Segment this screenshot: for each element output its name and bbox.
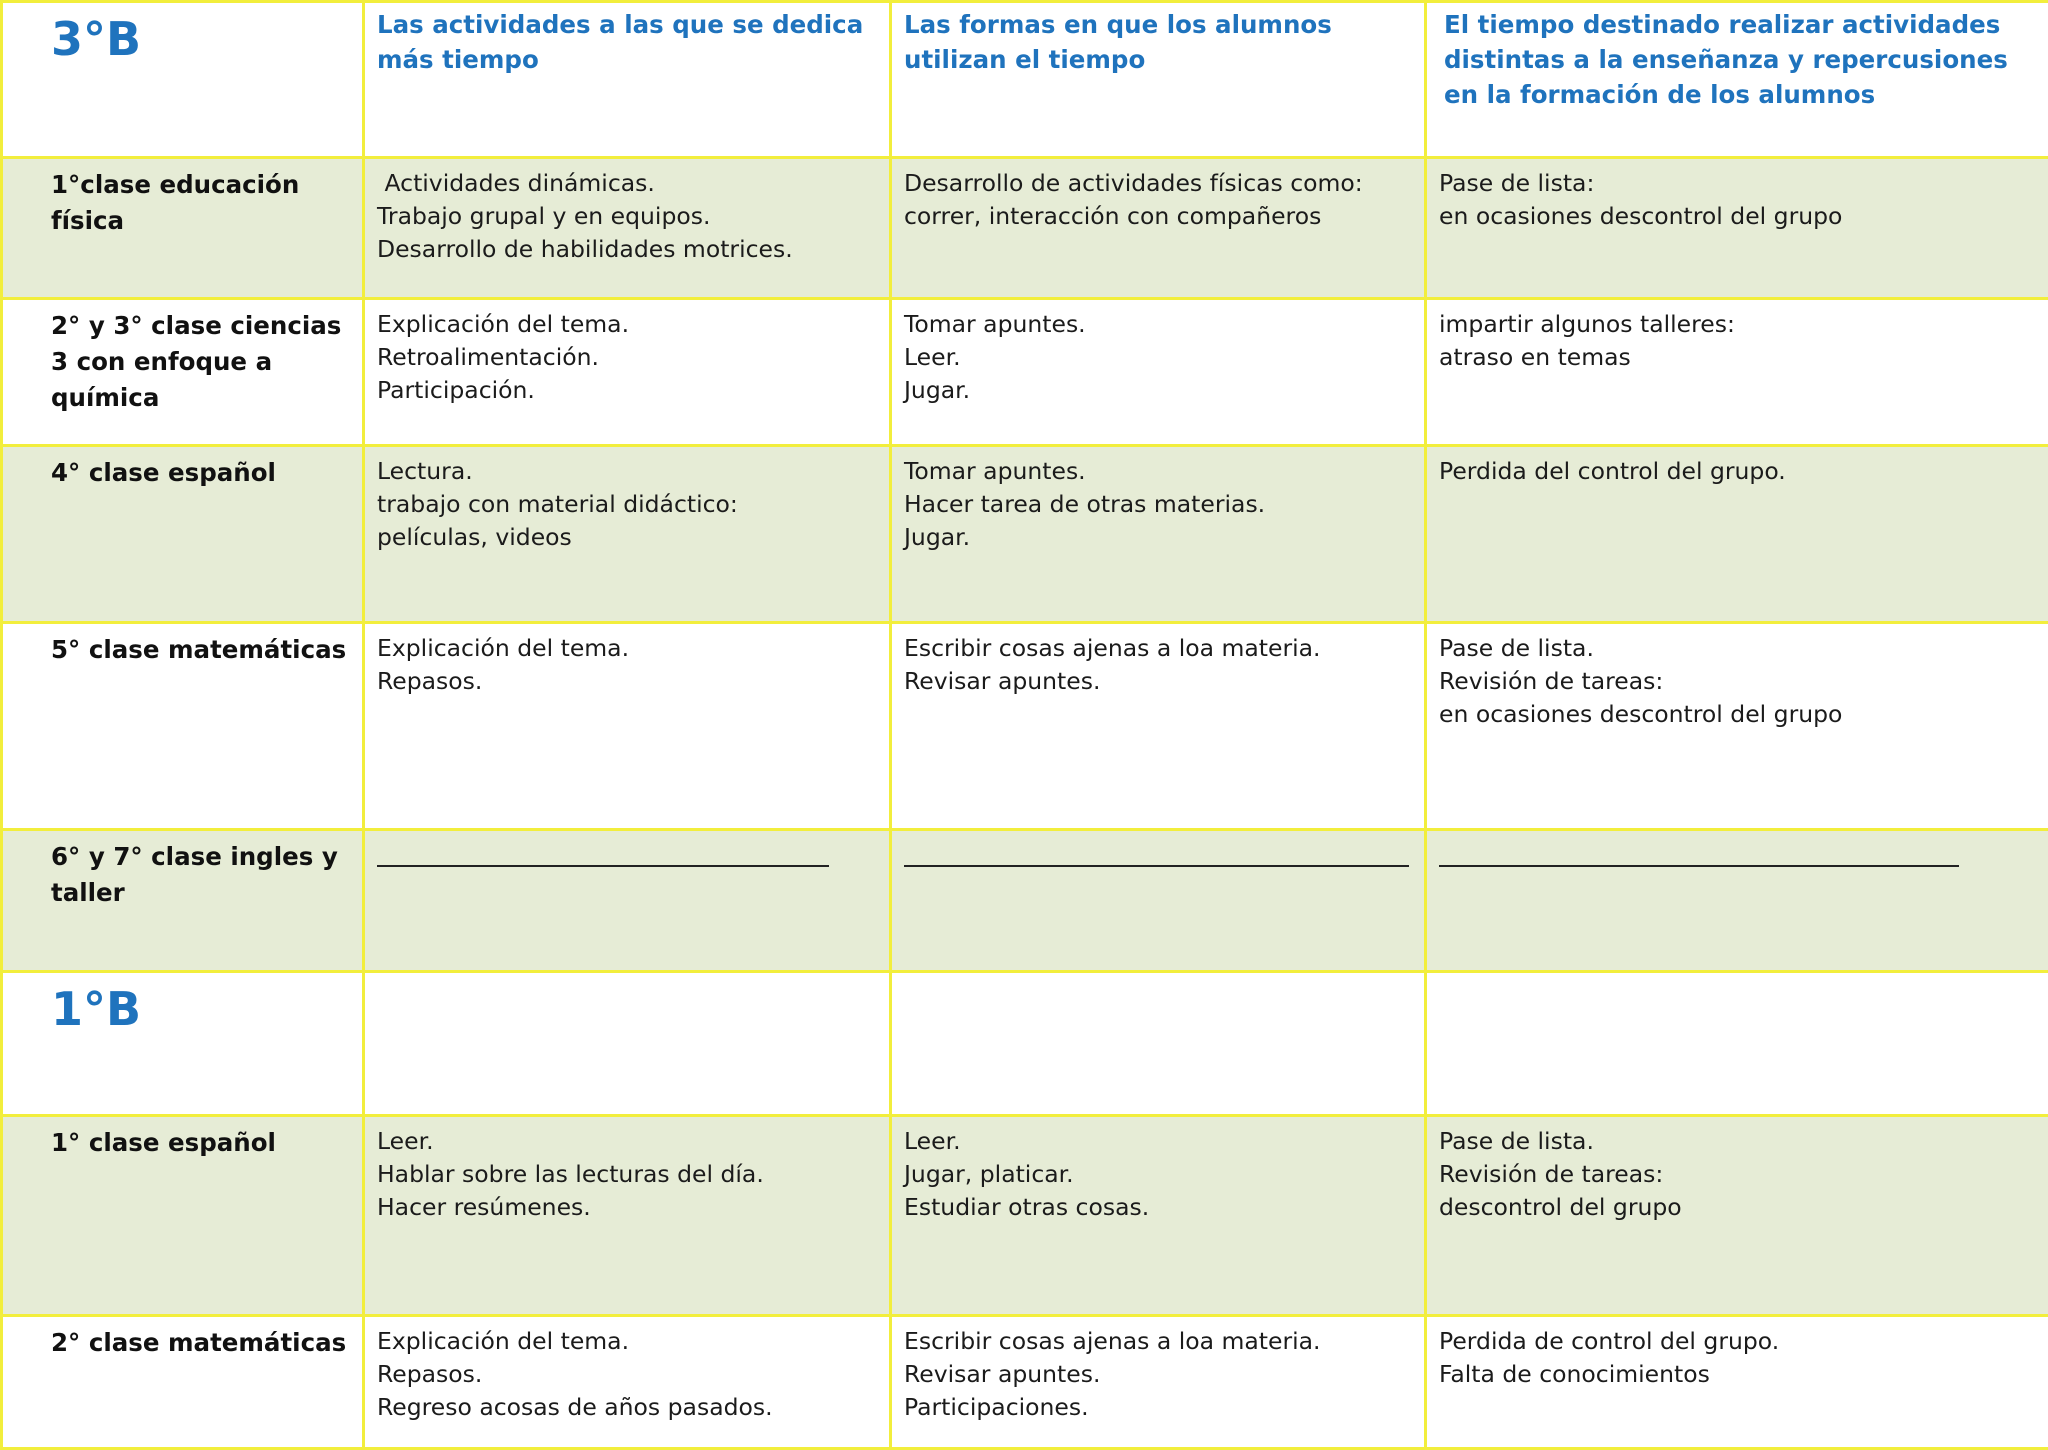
- cell-line: atraso en temas: [1439, 341, 2038, 374]
- cell-line: Pase de lista.: [1439, 1125, 2038, 1158]
- cell-line: Leer.: [904, 341, 1414, 374]
- column-header-non-teaching: El tiempo destinado realizar actividades distintas a la enseñanza y repercusiones en la formación de los alumnos: [1427, 3, 2048, 112]
- cell-line: Perdida del control del grupo.: [1439, 455, 2038, 488]
- row-label: 2° y 3° clase ciencias 3 con enfoque a química: [3, 300, 362, 416]
- cell-line: descontrol del grupo: [1439, 1191, 2038, 1224]
- empty-cell: [1426, 972, 2048, 1116]
- cell-line: correr, interacción con compañeros: [904, 200, 1414, 233]
- cell-line: Escribir cosas ajenas a loa materia.: [904, 1325, 1414, 1358]
- cell-line: Actividades dinámicas.: [377, 167, 879, 200]
- activities-cell: [365, 831, 889, 867]
- cell-line: Tomar apuntes.: [904, 455, 1414, 488]
- cell-line: Lectura.: [377, 455, 879, 488]
- cell-line: Repasos.: [377, 665, 879, 698]
- cell-line: Regreso acosas de años pasados.: [377, 1391, 879, 1424]
- group-row: [2, 972, 2048, 1116]
- non-teaching-cell: [1427, 1117, 2048, 1224]
- table-row: [2, 1316, 2048, 1449]
- header-row: [2, 2, 2048, 158]
- row-label: 6° y 7° clase ingles y taller: [3, 831, 362, 911]
- blank-answer-line: [904, 865, 1409, 867]
- time-use-cell: [892, 624, 1424, 698]
- row-label: 4° clase español: [3, 447, 362, 491]
- non-teaching-cell: [1427, 300, 2048, 374]
- cell-line: Pase de lista.: [1439, 632, 2038, 665]
- cell-line: Explicación del tema.: [377, 632, 879, 665]
- cell-line: Retroalimentación.: [377, 341, 879, 374]
- cell-line: Tomar apuntes.: [904, 308, 1414, 341]
- cell-line: en ocasiones descontrol del grupo: [1439, 698, 2038, 731]
- cell-line: Leer.: [904, 1125, 1414, 1158]
- time-use-cell: [892, 300, 1424, 407]
- group-title-1b: 1°B: [3, 973, 362, 1041]
- non-teaching-cell: [1427, 1317, 2048, 1391]
- cell-line: Participaciones.: [904, 1391, 1414, 1424]
- cell-line: impartir algunos talleres:: [1439, 308, 2038, 341]
- cell-line: Explicación del tema.: [377, 1325, 879, 1358]
- cell-line: Leer.: [377, 1125, 879, 1158]
- column-header-time-use: Las formas en que los alumnos utilizan el tiempo: [892, 3, 1424, 77]
- cell-line: películas, videos: [377, 521, 879, 554]
- cell-line: Jugar.: [904, 521, 1414, 554]
- cell-line: Estudiar otras cosas.: [904, 1191, 1414, 1224]
- cell-line: Desarrollo de actividades físicas como:: [904, 167, 1414, 200]
- cell-line: Explicación del tema.: [377, 308, 879, 341]
- cell-line: Repasos.: [377, 1358, 879, 1391]
- row-label: 5° clase matemáticas: [3, 624, 362, 668]
- cell-line: Revisar apuntes.: [904, 1358, 1414, 1391]
- non-teaching-cell: [1427, 624, 2048, 731]
- cell-line: Hacer resúmenes.: [377, 1191, 879, 1224]
- table-row: [2, 1116, 2048, 1316]
- table-row: [2, 623, 2048, 830]
- row-label: 1° clase español: [3, 1117, 362, 1161]
- time-use-cell: [892, 1117, 1424, 1224]
- table-row: [2, 446, 2048, 623]
- cell-line: Desarrollo de habilidades motrices.: [377, 233, 879, 266]
- time-use-cell: [892, 831, 1424, 867]
- row-label: 2° clase matemáticas: [3, 1317, 362, 1361]
- header-cell-time-use: [891, 2, 1426, 158]
- cell-line: Revisión de tareas:: [1439, 665, 2038, 698]
- group-cell-3b: [2, 2, 364, 158]
- empty-cell: [891, 972, 1426, 1116]
- group-title-3b: 3°B: [3, 3, 362, 71]
- cell-line: Jugar.: [904, 374, 1414, 407]
- cell-line: Jugar, platicar.: [904, 1158, 1414, 1191]
- header-cell-activities: [364, 2, 891, 158]
- cell-line: Hacer tarea de otras materias.: [904, 488, 1414, 521]
- table-row: [2, 158, 2048, 299]
- blank-answer-line: [1439, 865, 1959, 867]
- non-teaching-cell: [1427, 159, 2048, 233]
- table-row: [2, 299, 2048, 446]
- cell-line: Hablar sobre las lecturas del día.: [377, 1158, 879, 1191]
- cell-line: Pase de lista:: [1439, 167, 2038, 200]
- empty-cell: [364, 972, 891, 1116]
- activities-cell: [365, 1117, 889, 1224]
- cell-line: Escribir cosas ajenas a loa materia. Revisar apuntes.: [904, 632, 1414, 698]
- cell-line: Participación.: [377, 374, 879, 407]
- time-use-cell: [892, 447, 1424, 554]
- blank-answer-line: [377, 865, 829, 867]
- cell-line: en ocasiones descontrol del grupo: [1439, 200, 2038, 233]
- time-use-cell: [892, 159, 1424, 233]
- table-row: [2, 830, 2048, 972]
- non-teaching-cell: [1427, 447, 2048, 488]
- cell-line: Falta de conocimientos: [1439, 1358, 2038, 1391]
- time-use-cell: [892, 1317, 1424, 1424]
- activities-cell: [365, 300, 889, 407]
- activities-cell: [365, 159, 889, 266]
- cell-line: Revisión de tareas:: [1439, 1158, 2038, 1191]
- cell-line: Perdida de control del grupo.: [1439, 1325, 2038, 1358]
- row-label: 1°clase educación física: [3, 159, 362, 239]
- activities-cell: [365, 1317, 889, 1424]
- activities-cell: [365, 447, 889, 554]
- non-teaching-cell: [1427, 831, 2048, 867]
- header-cell-non-teaching: [1426, 2, 2048, 158]
- column-header-activities: Las actividades a las que se dedica más tiempo: [365, 3, 889, 77]
- cell-line: trabajo con material didáctico:: [377, 488, 879, 521]
- activities-cell: [365, 624, 889, 698]
- cell-line: Trabajo grupal y en equipos.: [377, 200, 879, 233]
